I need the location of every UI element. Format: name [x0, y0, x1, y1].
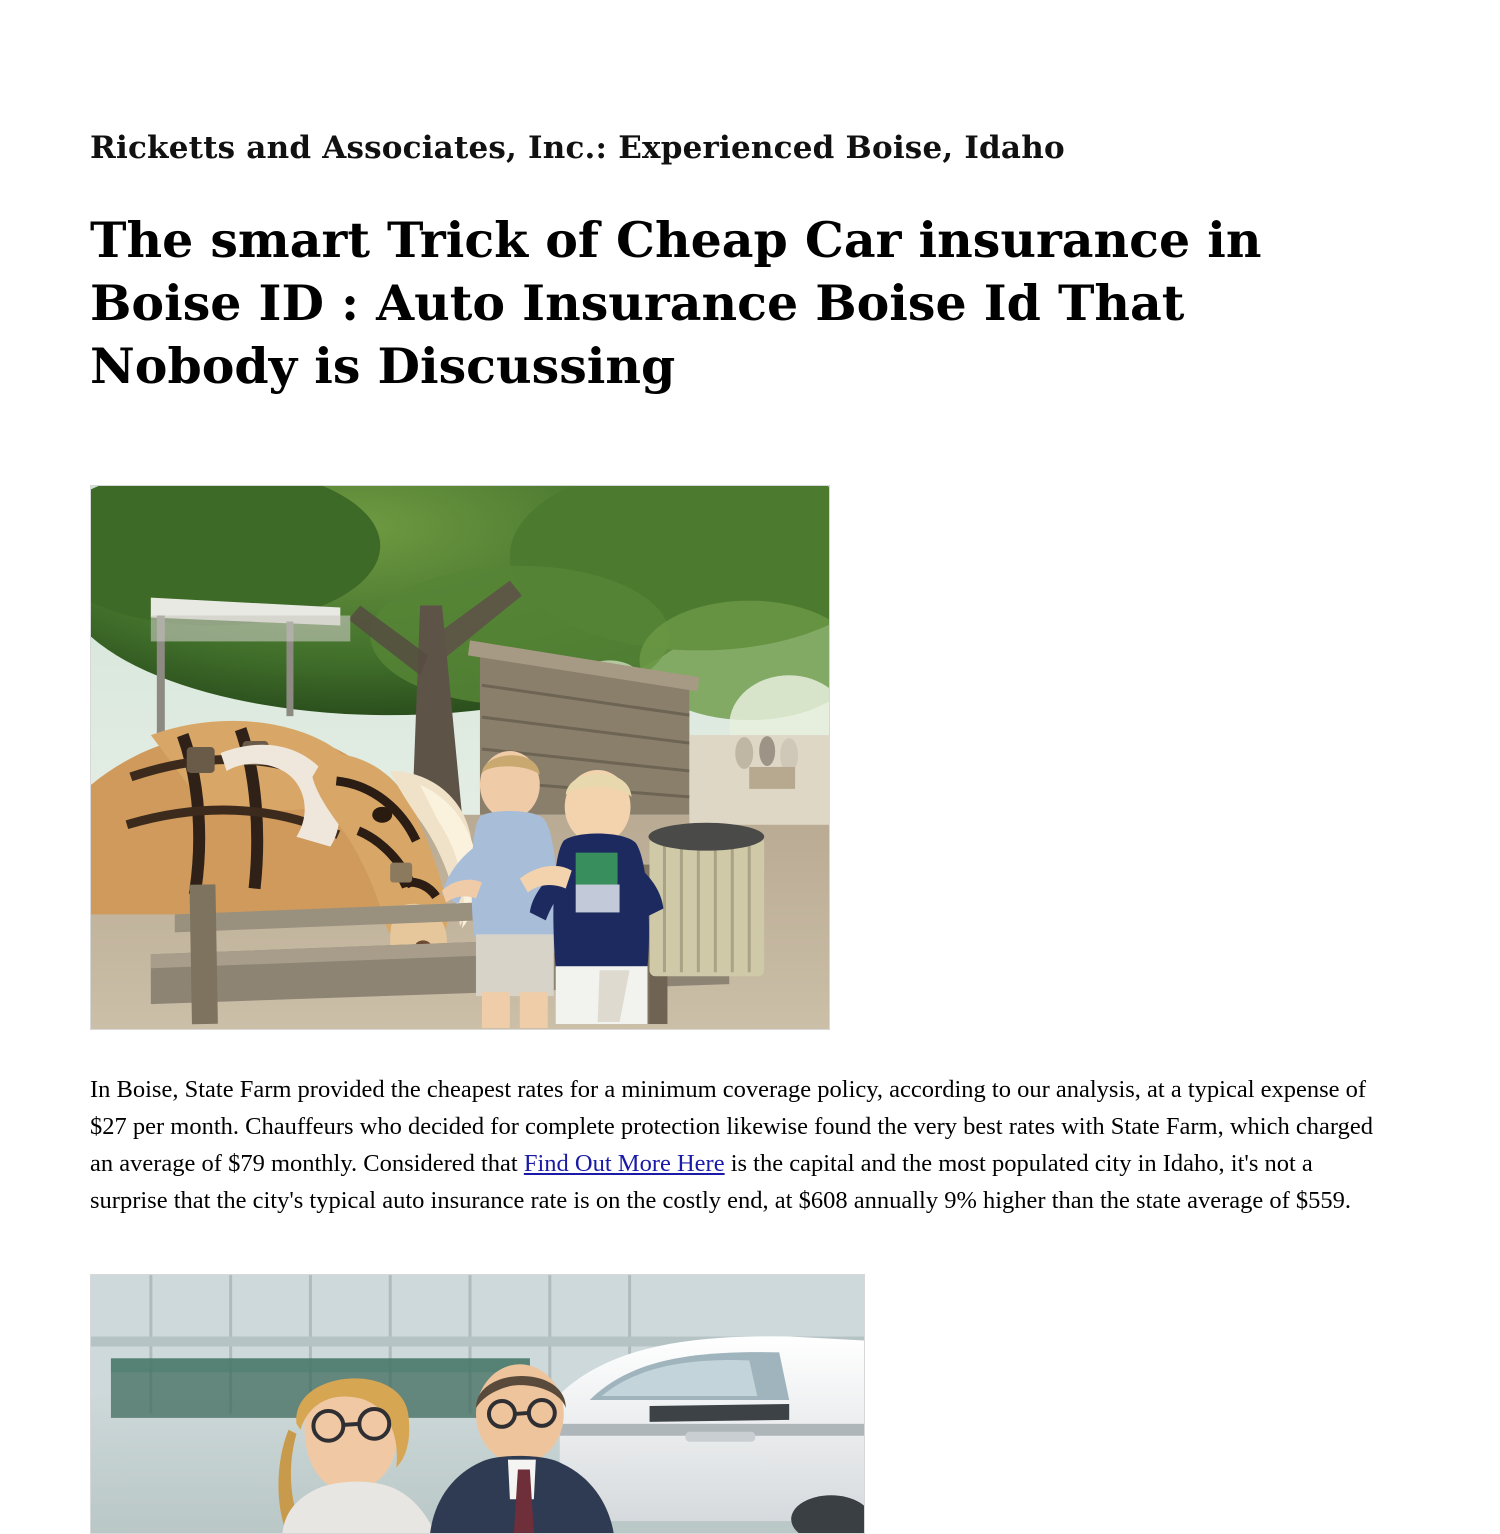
- article-title: The smart Trick of Cheap Car insurance in Boise ID : Auto Insurance Boise Id That Nobody is Discussing: [90, 211, 1262, 395]
- article-figure-2: [90, 1219, 1410, 1534]
- site-title: Ricketts and Associates, Inc.: Experienced Boise, Idaho: [90, 130, 1065, 166]
- paragraph-text-before-link: In Boise, State Farm provided the cheapest rates for a minimum coverage policy, according to our analysis, at a typical expense of $27 per month. Chauffeurs who decided for complete protection likewise found the very best rates with State Farm, which charged an average of $79 monthly. Considered that: [90, 1076, 1373, 1177]
- paragraph-text-after-link: is the capital and the most populated city in Idaho, it's not a surprise that the city's typical auto insurance rate is on the costly end, at $608 annually 9% higher than the state average of $559.: [90, 1149, 1352, 1214]
- article-figure-1: [90, 397, 1410, 1030]
- photo-agent-and-client: [90, 1274, 865, 1534]
- photo-horse-and-children: [90, 485, 830, 1030]
- article-paragraph: [90, 1030, 1395, 1219]
- find-out-more-link[interactable]: Find Out More Here: [523, 1149, 725, 1177]
